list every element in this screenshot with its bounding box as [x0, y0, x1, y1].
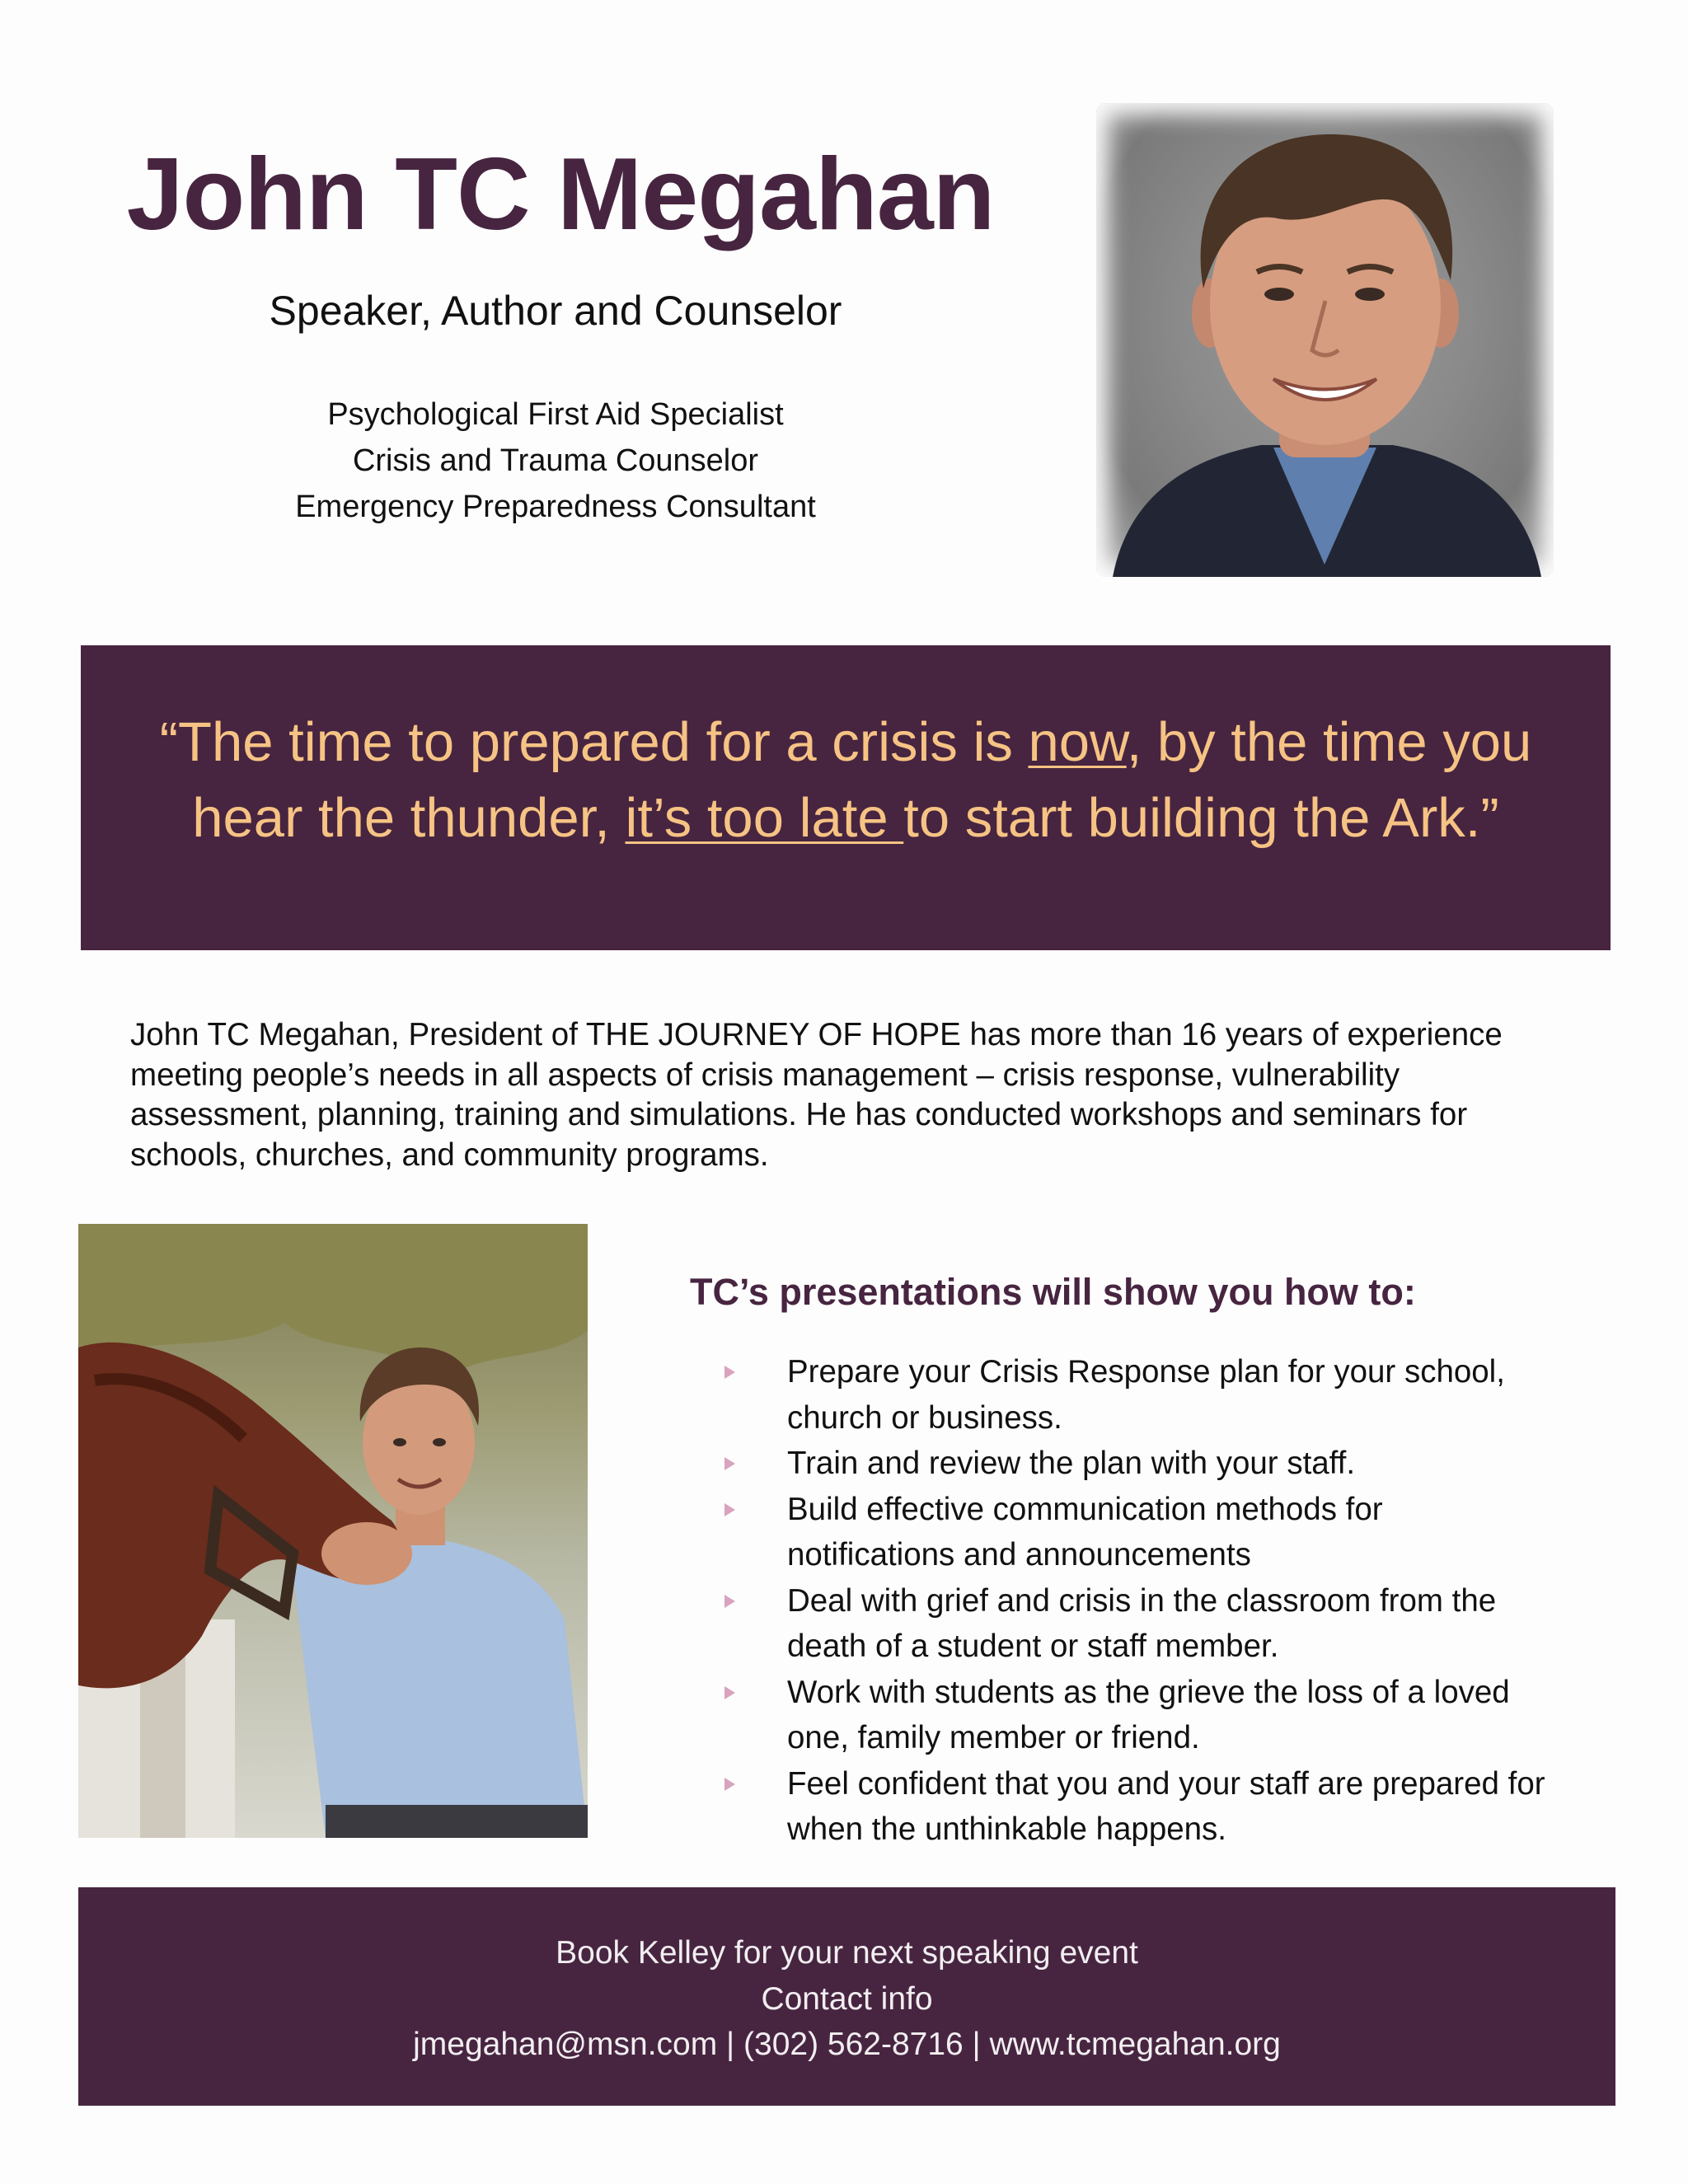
role-list — [49, 391, 1062, 530]
quote-text — [81, 705, 1611, 856]
bullet-triangle-icon — [724, 1366, 735, 1379]
footer-contact — [78, 1930, 1615, 2068]
list-item — [717, 1761, 1558, 1853]
list-item-text: Feel confident that you and your staff are prepared for when the unthinkable happens. — [787, 1765, 1545, 1847]
list-item — [717, 1441, 1558, 1487]
bullet-triangle-icon — [724, 1778, 735, 1791]
quote-emphasis-too-late: it’s too late — [625, 787, 904, 849]
quote-emphasis-now: now — [1028, 711, 1127, 773]
list-item-text: Deal with grief and crisis in the classroom from the death of a student or staff member. — [787, 1582, 1497, 1664]
bullet-triangle-icon — [724, 1503, 735, 1516]
role-item: Crisis and Trauma Counselor — [352, 443, 759, 478]
horse-photo — [78, 1224, 588, 1838]
presentations-heading: TC’s presentations will show you how to: — [690, 1271, 1416, 1313]
contact-label: Contact info — [761, 1980, 933, 2017]
horse-photo-illustration — [78, 1224, 588, 1838]
list-item-text: Prepare your Crisis Response plan for your school, church or business. — [787, 1354, 1505, 1436]
list-item-text: Train and review the plan with your staff. — [787, 1446, 1356, 1481]
portrait-illustration — [1096, 103, 1554, 577]
quote-part: to start building the Ark.” — [903, 787, 1499, 849]
bullet-triangle-icon — [724, 1686, 735, 1699]
portrait-photo — [1096, 103, 1554, 577]
quote-part: “The time to prepared for a crisis is — [159, 711, 1029, 773]
list-item-text: Build effective communication methods for notifications and announcements — [787, 1491, 1383, 1572]
bullet-triangle-icon — [724, 1457, 735, 1470]
list-item — [717, 1670, 1558, 1761]
list-item — [717, 1578, 1558, 1670]
bullet-triangle-icon — [724, 1595, 735, 1608]
booking-line: Book Kelley for your next speaking event — [556, 1935, 1138, 1971]
list-item-text: Work with students as the grieve the loss of a loved one, family member or friend. — [787, 1674, 1510, 1755]
list-item — [717, 1487, 1558, 1578]
presentations-list — [717, 1349, 1558, 1853]
quote-part: , by the time you — [1126, 711, 1532, 773]
quote-part: hear the thunder, — [192, 787, 626, 849]
bio-paragraph: John TC Megahan, President of THE JOURNEY OF HOPE has more than 16 years of experience meeting people’s needs in all aspects of crisis management – crisis response, vulnerability assessment, planning, training and simulations. He has conducted workshops and seminars for schools, churches, and community programs. — [130, 1017, 1503, 1173]
contact-details: jmegahan@msn.com | (302) 562-8716 | www.tcmegahan.org — [413, 2027, 1281, 2062]
speaker-name: John TC Megahan — [126, 138, 995, 251]
role-item: Psychological First Aid Specialist — [327, 397, 784, 432]
list-item — [717, 1349, 1558, 1441]
speaker-subtitle: Speaker, Author and Counselor — [269, 288, 842, 334]
role-item: Emergency Preparedness Consultant — [295, 490, 816, 524]
